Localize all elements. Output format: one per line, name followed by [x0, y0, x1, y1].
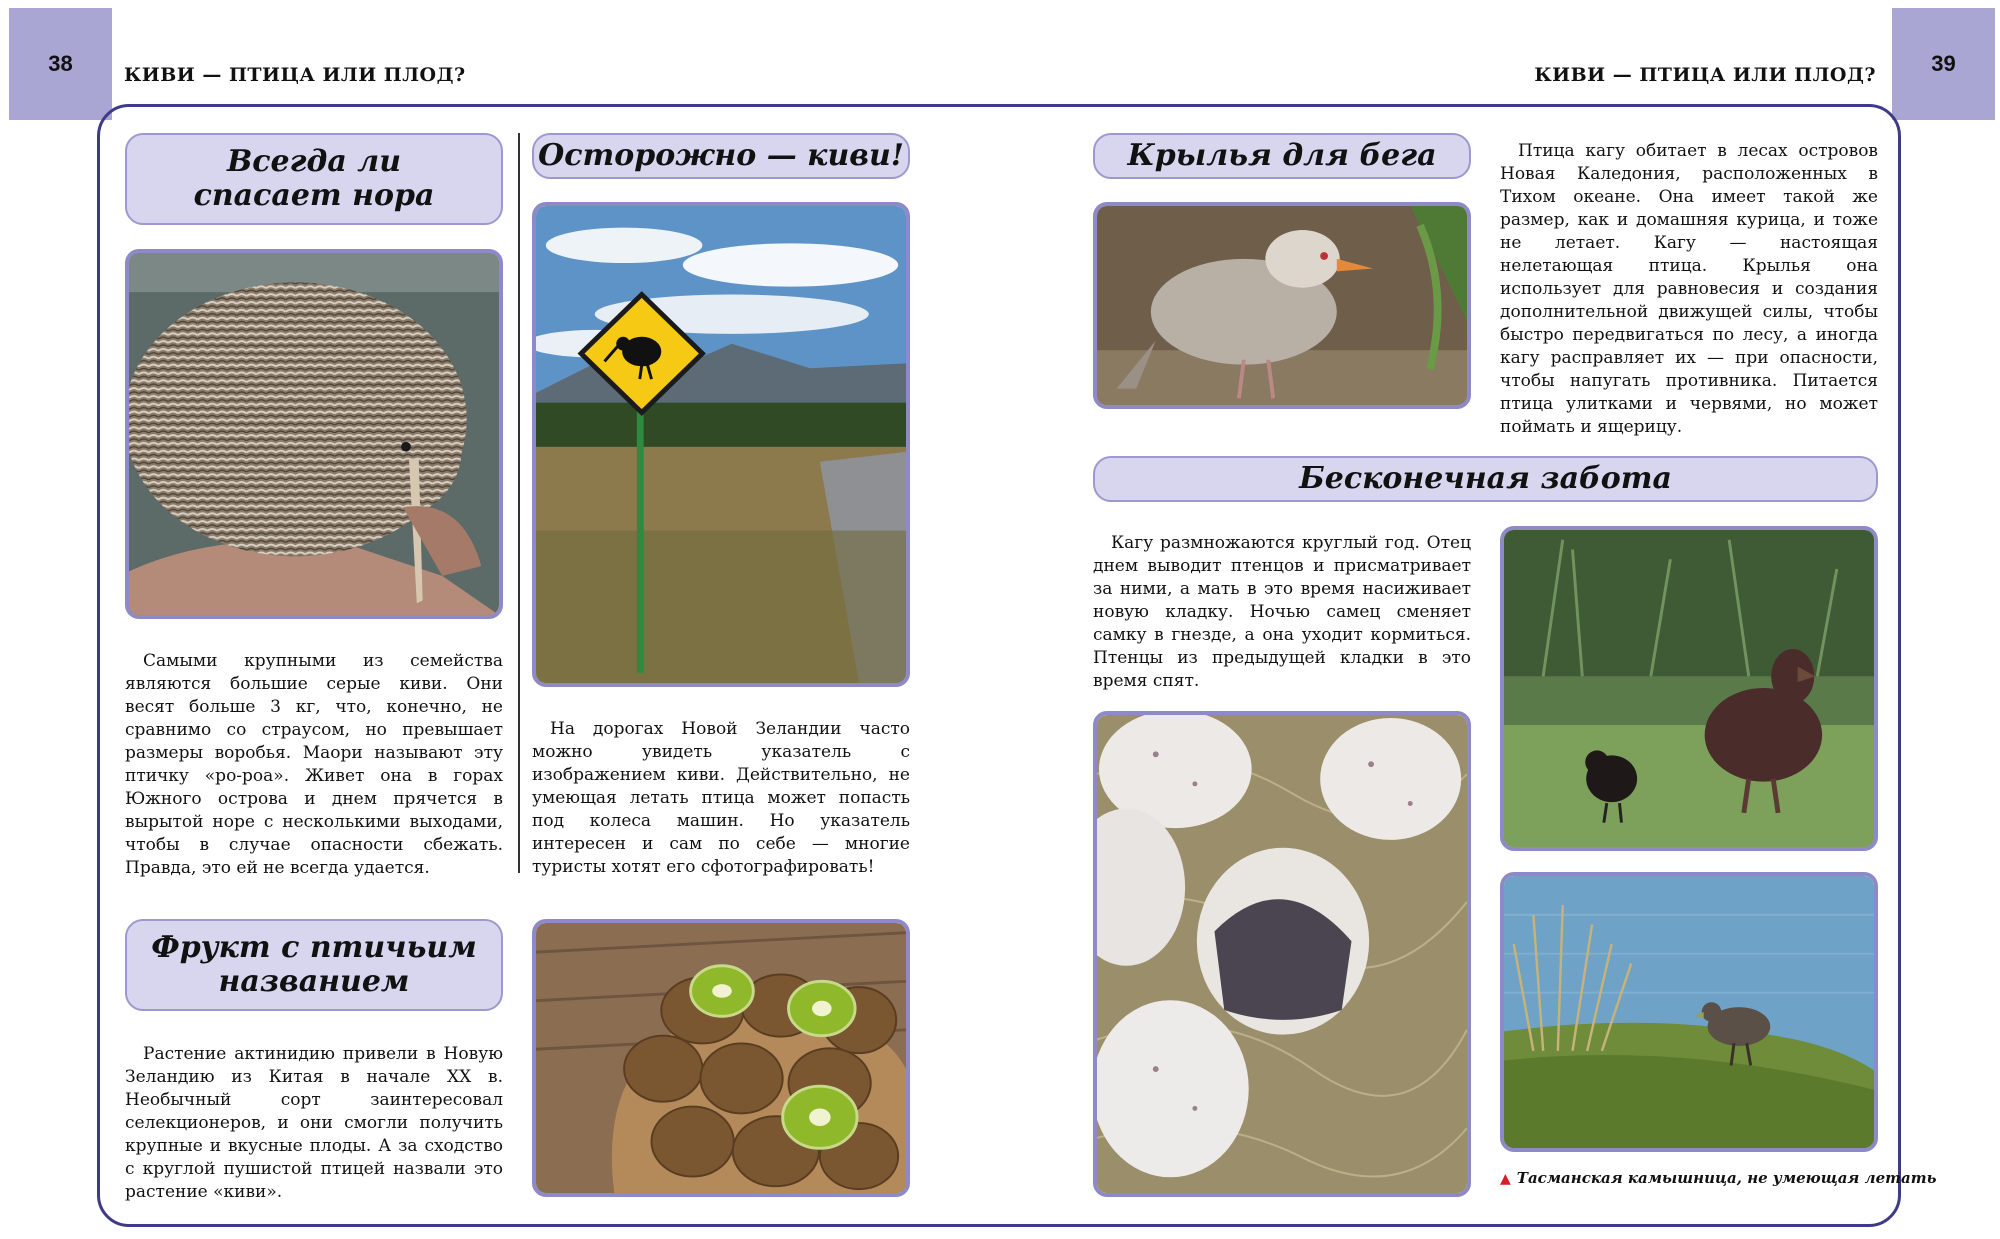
kagu-eggs-photo	[1093, 711, 1471, 1197]
photo-caption	[1500, 1169, 1936, 1187]
caption-text: Тасманская камышница, не умеющая летать	[1516, 1169, 1937, 1187]
heading-burrow	[125, 133, 503, 225]
page-number-left	[9, 8, 112, 120]
kagu-chick-photo	[1500, 526, 1878, 851]
kiwi-fruit-photo	[532, 919, 910, 1197]
page-number-right	[1892, 8, 1995, 120]
heading-caution	[532, 133, 910, 179]
heading-wings	[1093, 133, 1471, 179]
column-divider	[518, 133, 520, 873]
heading-burrow-line2: спасает нора	[193, 178, 435, 213]
text-wings: Птица кагу обитает в лесах островов Новая Каледония, расположенных в Тихом океане. Она имеет такой же размер, как и домашняя курица, и тоже не летает. Кагу — настоящая нелетающая птица. Крылья она использует для равновесия и создания дополнительной движущей силы, чтобы быстро передвигаться по лесу, а иногда кагу расправляет их — при опасности, чтобы напугать противника. Питается птица улитками и червями, но может поймать и ящерицу.	[1500, 141, 1878, 437]
heading-fruit-line2: названием	[218, 964, 410, 999]
heading-fruit	[125, 919, 503, 1011]
heading-wings-text: Крылья для бега	[1127, 138, 1437, 173]
kiwi-bird-photo	[125, 249, 503, 619]
running-head-left: КИВИ — ПТИЦА ИЛИ ПЛОД?	[124, 64, 466, 86]
text-fruit: Растение актинидию привели в Новую Зеландию из Китая в начале XX в. Необычный сорт заинтересовал селекционеров, и они смогли получить крупные и вкусные плоды. А за сходство с круглой пушистой птицей назвали это растение «киви».	[125, 1044, 503, 1202]
heading-fruit-line1: Фрукт с птичьим	[151, 930, 477, 965]
heading-care	[1093, 456, 1878, 502]
kiwi-road-sign-photo	[532, 202, 910, 687]
tasmanian-native-hen-photo	[1500, 872, 1878, 1152]
text-caution: На дорогах Новой Зеландии часто можно увидеть указатель с изображением киви. Действительно, не умеющая летать птица может попасть под колеса машин. Но указатель интересен и сам по себе — многие туристы хотят его сфотографировать!	[532, 719, 910, 877]
page-number-left-text: 38	[48, 51, 73, 76]
text-care: Кагу размножаются круглый год. Отец днем выводит птенцов и присматривает за ними, а мать в это время насиживает новую кладку. Ночью самец сменяет самку в гнезде, а она уходит кормиться. Птенцы из предыдущей кладки в это время спят.	[1093, 533, 1471, 691]
caption-marker-icon: ▲	[1500, 1171, 1511, 1187]
heading-care-text: Бесконечная забота	[1299, 461, 1672, 496]
heading-caution-text: Осторожно — киви!	[538, 138, 904, 173]
kagu-bird-photo	[1093, 202, 1471, 409]
page-number-right-text: 39	[1931, 51, 1956, 76]
text-burrow: Самыми крупными из семейства являются большие серые киви. Они весят больше 3 кг, что, конечно, не сравнимо со страусом, но превышает размеры воробья. Маори называют эту птичку «ро-роа». Живет она в горах Южного острова и днем прячется в вырытой норе с несколькими выходами, чтобы в случае опасности сбежать. Правда, это ей не всегда удается.	[125, 651, 503, 878]
heading-burrow-line1: Всегда ли	[226, 144, 402, 179]
running-head-right: КИВИ — ПТИЦА ИЛИ ПЛОД?	[1534, 64, 1876, 86]
